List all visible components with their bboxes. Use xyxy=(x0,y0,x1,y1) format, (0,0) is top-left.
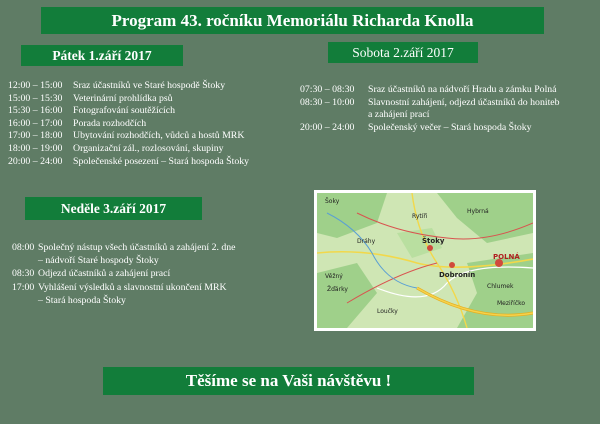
saturday-schedule xyxy=(300,84,560,134)
saturday-heading: Sobota 2.září 2017 xyxy=(328,42,478,63)
schedule-time: 17:00 – 18:00 xyxy=(8,130,63,142)
schedule-text: Porada rozhodčích xyxy=(73,117,147,129)
schedule-text: Organizační zál., rozlosování, skupiny xyxy=(73,142,224,154)
schedule-time: 15:30 – 16:00 xyxy=(8,105,63,117)
page-title: Program 43. ročníku Memoriálu Richarda Knolla xyxy=(41,7,544,34)
schedule-row xyxy=(12,281,236,294)
map-label: Chlumek xyxy=(487,283,514,290)
schedule-text: – Stará hospoda Štoky xyxy=(38,294,126,306)
map-label: Žďárky xyxy=(327,286,348,293)
map-label: POLNÁ xyxy=(493,253,520,261)
schedule-text: Sraz účastníků ve Staré hospodě Štoky xyxy=(73,80,226,91)
map-graphic xyxy=(317,193,533,328)
map-label: Meziříčko xyxy=(497,300,526,307)
schedule-time: 12:00 – 15:00 xyxy=(8,80,63,91)
schedule-time: 20:00 – 24:00 xyxy=(300,121,355,133)
schedule-row xyxy=(300,97,560,110)
schedule-text: Slavnostní zahájení, odjezd účastníků do honiteb xyxy=(368,96,560,108)
sunday-heading: Neděle 3.září 2017 xyxy=(25,197,202,220)
map-label: Dráhy xyxy=(357,238,376,245)
footer-message: Těšíme se na Vaši návštěvu ! xyxy=(103,367,474,395)
schedule-time: 18:00 – 19:00 xyxy=(8,142,63,154)
schedule-time: 17:00 xyxy=(12,281,35,293)
schedule-time: 07:30 – 08:30 xyxy=(300,84,355,95)
schedule-text: Společný nástup všech účastníků a zahájení 2. dne xyxy=(38,242,236,253)
map-label: Věžný xyxy=(325,273,343,280)
schedule-text: a zahájení prací xyxy=(368,109,430,121)
schedule-text: Sraz účastníků na nádvoří Hradu a zámku Polná xyxy=(368,84,557,95)
schedule-row xyxy=(8,130,249,143)
schedule-text: Společenské posezení – Stará hospoda Štoky xyxy=(73,155,250,167)
schedule-row xyxy=(12,267,236,280)
schedule-time: 08:30 xyxy=(12,268,35,280)
schedule-text: Odjezd účastníků a zahájení prací xyxy=(38,268,171,280)
schedule-text: Společenský večer – Stará hospoda Štoky xyxy=(368,121,532,133)
schedule-row xyxy=(8,80,249,93)
schedule-row xyxy=(300,84,560,97)
schedule-row-continuation xyxy=(12,294,236,307)
schedule-time: 15:00 – 15:30 xyxy=(8,92,63,104)
schedule-time: 20:00 – 24:00 xyxy=(8,155,63,167)
friday-heading: Pátek 1.září 2017 xyxy=(21,45,183,66)
schedule-text: – nádvoří Staré hospody Štoky xyxy=(38,255,159,267)
schedule-row xyxy=(8,105,249,118)
schedule-row-continuation xyxy=(300,109,560,122)
map-label: Dobronín xyxy=(439,271,476,279)
schedule-row xyxy=(8,143,249,156)
schedule-text: Ubytování rozhodčích, vůdců a hostů MRK xyxy=(73,130,245,142)
friday-schedule xyxy=(8,80,249,168)
schedule-time: 16:00 – 17:00 xyxy=(8,117,63,129)
map-label: Šoky xyxy=(325,198,340,205)
sunday-schedule xyxy=(12,241,236,307)
schedule-time: 08:00 xyxy=(12,242,35,253)
schedule-row xyxy=(8,156,249,169)
map-label: Hybrná xyxy=(467,208,489,215)
map-label: Štoky xyxy=(422,237,445,245)
schedule-row xyxy=(12,241,236,254)
schedule-row xyxy=(8,93,249,106)
schedule-time: 08:30 – 10:00 xyxy=(300,96,355,108)
map-label: Rytíři xyxy=(412,213,428,220)
schedule-text: Fotografování soutěžících xyxy=(73,105,176,117)
schedule-text: Vyhlášení výsledků a slavnostní ukončení MRK xyxy=(38,281,227,293)
schedule-row xyxy=(8,118,249,131)
map-label: Loučky xyxy=(377,308,398,315)
schedule-row-continuation xyxy=(12,254,236,267)
schedule-text: Veterinární prohlídka psů xyxy=(73,92,173,104)
schedule-row xyxy=(300,122,560,135)
location-map xyxy=(314,190,536,331)
